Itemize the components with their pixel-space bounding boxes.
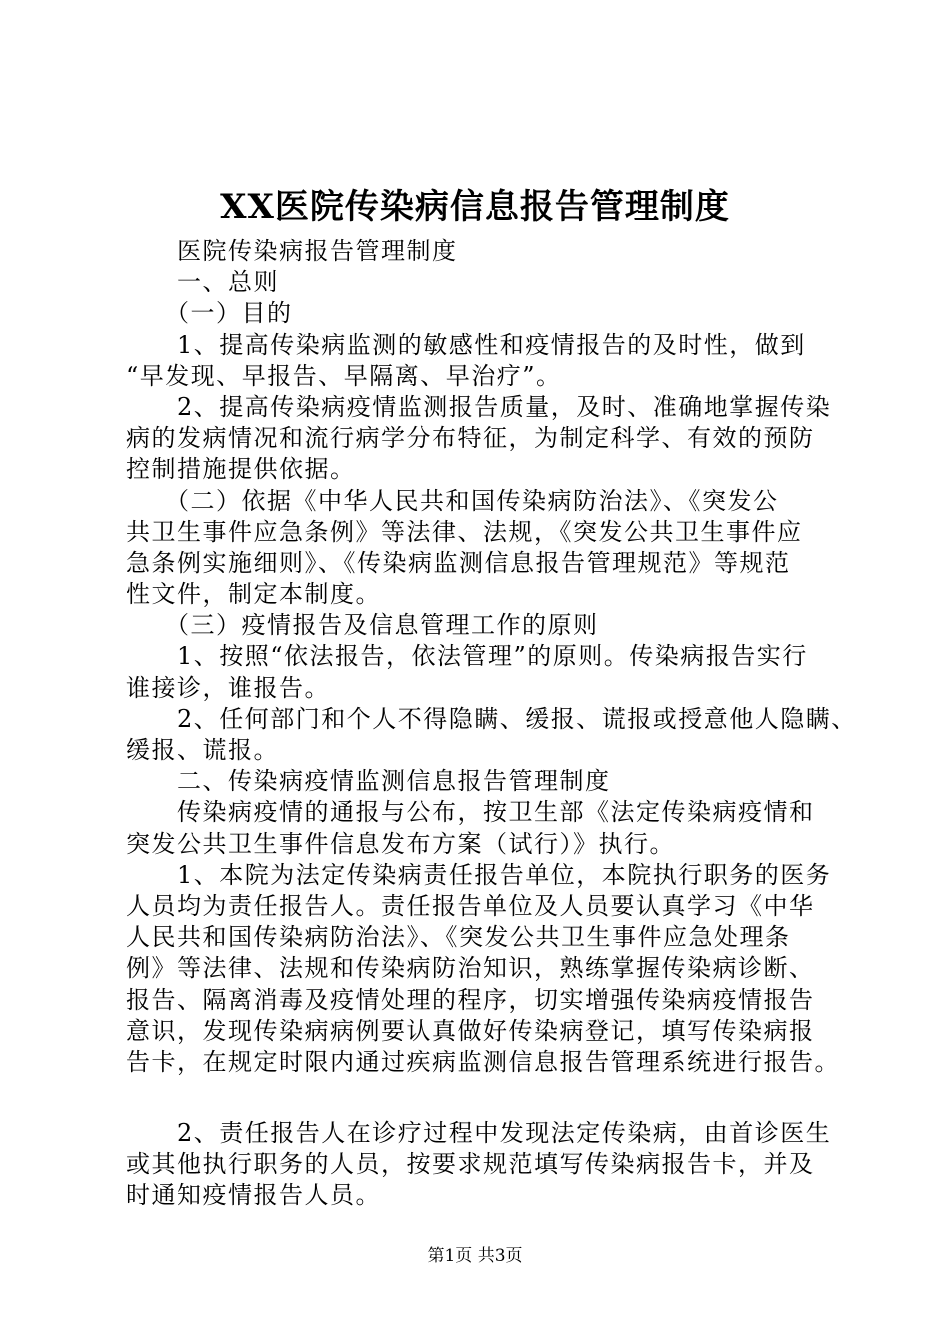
body-line: “早发现、早报告、早隔离、早治疗”。 — [126, 361, 562, 390]
body-line: 意识，发现传染病病例要认真做好传染病登记，填写传染病报 — [126, 1016, 815, 1045]
body-line: 例》等法律、法规和传染病防治知识，熟练掌握传染病诊断、 — [126, 954, 815, 983]
body-line: （二）依据《中华人民共和国传染病防治法》、《突发公 — [126, 486, 779, 515]
body-line: 报告、隔离消毒及疫情处理的程序，切实增强传染病疫情报告 — [126, 985, 815, 1014]
body-line: 共卫生事件应急条例》等法律、法规，《突发公共卫生事件应 — [126, 517, 803, 546]
body-line: 突发公共卫生事件信息发布方案（试行）》执行。 — [126, 829, 675, 858]
body-line: 2、责任报告人在诊疗过程中发现法定传染病，由首诊医生 — [126, 1119, 832, 1148]
body-line: 时通知疫情报告人员。 — [126, 1181, 381, 1210]
body-line: 1、按照“依法报告，依法管理”的原则。传染病报告实行 — [126, 642, 808, 671]
body-line: 2、任何部门和个人不得隐瞒、缓报、谎报或授意他人隐瞒、 — [126, 704, 857, 733]
body-line: 控制措施提供依据。 — [126, 455, 356, 484]
body-line: 一、总则 — [126, 268, 279, 297]
body-line: 缓报、谎报。 — [126, 736, 279, 764]
body-line: 急条例实施细则》、《传染病监测信息报告管理规范》等规范 — [126, 548, 791, 577]
body-line: 医院传染病报告管理制度 — [126, 237, 458, 265]
document-body — [126, 236, 857, 1212]
body-line: 告卡，在规定时限内通过疾病监测信息报告管理系统进行报告。 — [126, 1047, 840, 1076]
body-line: 传染病疫情的通报与公布，按卫生部《法定传染病疫情和 — [126, 798, 815, 827]
body-line: 或其他执行职务的人员，按要求规范填写传染病报告卡，并及 — [126, 1150, 815, 1179]
body-line: 2、提高传染病疫情监测报告质量，及时、准确地掌握传染 — [126, 392, 832, 421]
body-line: 1、本院为法定传染病责任报告单位，本院执行职务的医务 — [126, 860, 832, 889]
body-line: 二、传染病疫情监测信息报告管理制度 — [126, 767, 611, 796]
document-title: XX医院传染病信息报告管理制度 — [220, 187, 730, 227]
paragraph-gap — [126, 1078, 838, 1118]
page-footer: 第1页 共3页 — [427, 1246, 523, 1266]
body-line: 人员均为责任报告人。责任报告单位及人员要认真学习《中华 — [126, 891, 815, 920]
body-line: 谁接诊，谁报告。 — [126, 673, 330, 702]
body-line: 1、提高传染病监测的敏感性和疫情报告的及时性，做到 — [126, 330, 806, 359]
body-line: 性文件，制定本制度。 — [126, 580, 381, 609]
body-line: （一）目的 — [126, 299, 293, 328]
body-line: 病的发病情况和流行病学分布特征，为制定科学、有效的预防 — [126, 424, 815, 453]
body-line: （三）疫情报告及信息管理工作的原则 — [126, 611, 599, 640]
body-line: 人民共和国传染病防治法》、《突发公共卫生事件应急处理条 — [126, 923, 791, 952]
